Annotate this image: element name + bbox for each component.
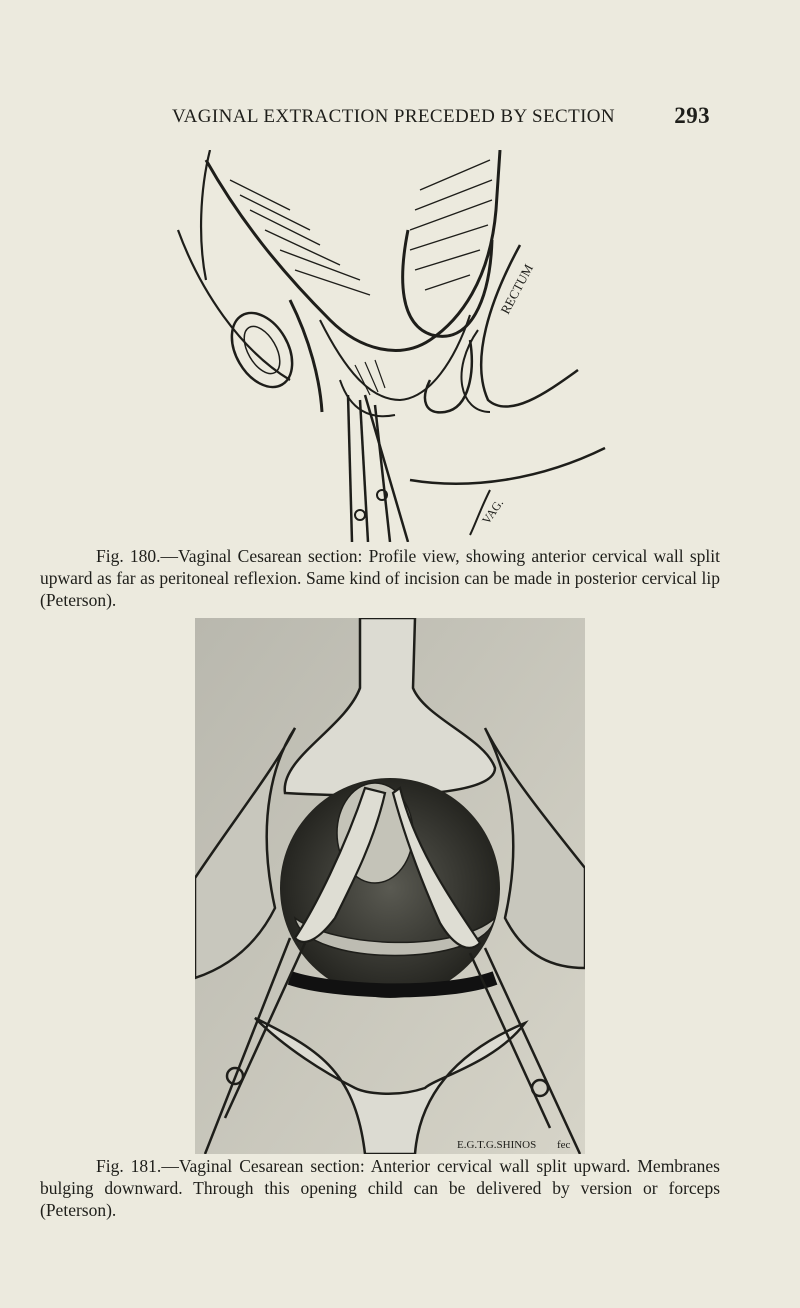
figure-181-illustration bbox=[195, 618, 585, 1154]
figure-180-illustration bbox=[170, 150, 610, 542]
label-rectum: RECTUM bbox=[497, 261, 537, 317]
figure-181-caption-text: —Vaginal Cesarean section: Anterior cervical wall split upward. Membranes bulging downward. Through this opening child can be delivered by version or forceps (Peterson). bbox=[40, 1156, 720, 1220]
illustrator-signature: E.G.T.G.SHINOS bbox=[457, 1139, 537, 1151]
page-number: 293 bbox=[674, 103, 710, 128]
figure-180-caption bbox=[40, 545, 720, 611]
illustrator-signature-suffix: fec bbox=[557, 1139, 571, 1151]
figure-180-label: Fig. 180. bbox=[96, 546, 161, 566]
running-head-title: VAGINAL EXTRACTION PRECEDED BY SECTION bbox=[172, 106, 616, 127]
figure-181-label: Fig. 181. bbox=[96, 1156, 162, 1176]
figure-180-caption-text: —Vaginal Cesarean section: Profile view, showing anterior cervical wall split upward as far as peritoneal reflexion. Same kind of incision can be made in posterior cervical lip (Peterson). bbox=[40, 546, 720, 610]
figure-181-caption bbox=[40, 1155, 720, 1221]
label-vagina: VAG. bbox=[478, 496, 507, 527]
